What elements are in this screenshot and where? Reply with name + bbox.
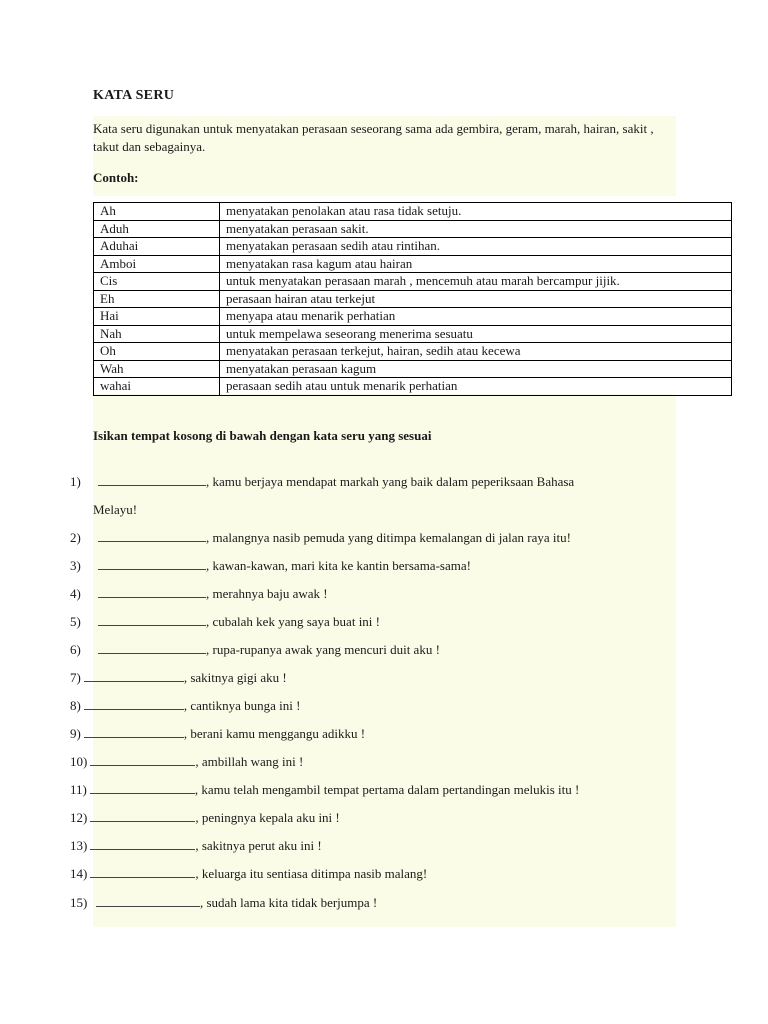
example-word: Hai (94, 308, 220, 326)
question-number: 3) (70, 558, 81, 573)
example-word: Aduh (94, 220, 220, 238)
question-number: 13) (70, 838, 88, 853)
answer-blank[interactable] (98, 474, 206, 486)
table-row (94, 290, 732, 308)
answer-blank[interactable] (98, 530, 206, 542)
question-number: 12) (70, 810, 88, 825)
question-number: 2) (70, 530, 81, 545)
answer-blank[interactable] (98, 558, 206, 570)
question-text: , kawan-kawan, mari kita ke kantin bersama-sama! (206, 558, 471, 573)
question-item (70, 782, 579, 798)
answer-blank[interactable] (90, 838, 195, 850)
table-row (94, 343, 732, 361)
example-word: Wah (94, 360, 220, 378)
question-text: , kamu telah mengambil tempat pertama dalam pertandingan melukis itu ! (194, 782, 580, 797)
question-item (70, 558, 471, 574)
table-row (94, 220, 732, 238)
example-word: Eh (94, 290, 220, 308)
example-meaning: untuk menyatakan perasaan marah , mencemuh atau marah bercampur jijik. (220, 273, 732, 291)
table-row (94, 308, 732, 326)
table-row (94, 273, 732, 291)
answer-blank[interactable] (90, 754, 195, 766)
question-text: , berani kamu menggangu adikku ! (183, 726, 366, 741)
question-text: , kamu berjaya mendapat markah yang baik dalam peperiksaan Bahasa (206, 474, 575, 489)
example-word: Nah (94, 325, 220, 343)
question-item (70, 726, 365, 742)
examples-table (93, 202, 732, 396)
table-row (94, 360, 732, 378)
question-number: 7) (70, 670, 81, 685)
answer-blank[interactable] (96, 895, 200, 907)
answer-blank[interactable] (84, 726, 184, 738)
question-text: , cantiknya bunga ini ! (183, 698, 301, 713)
answer-blank[interactable] (98, 614, 206, 626)
table-row (94, 238, 732, 256)
answer-blank[interactable] (98, 586, 206, 598)
question-number: 8) (70, 698, 81, 713)
example-meaning: menyatakan penolakan atau rasa tidak setuju. (220, 203, 732, 221)
example-meaning: menyatakan perasaan kagum (220, 360, 732, 378)
example-meaning: menyapa atau menarik perhatian (220, 308, 732, 326)
answer-blank[interactable] (90, 810, 195, 822)
example-meaning: perasaan sedih atau untuk menarik perhatian (220, 378, 732, 396)
table-row (94, 378, 732, 396)
question-item (70, 698, 300, 714)
example-word: Ah (94, 203, 220, 221)
example-word: Aduhai (94, 238, 220, 256)
example-word: Amboi (94, 255, 220, 273)
contoh-label: Contoh: (93, 170, 139, 185)
example-word: Oh (94, 343, 220, 361)
example-meaning: menyatakan perasaan sedih atau rintihan. (220, 238, 732, 256)
intro-paragraph: Kata seru digunakan untuk menyatakan perasaan seseorang sama ada gembira, geram, marah, hairan, sakit , takut dan sebagainya. (93, 121, 654, 154)
question-text: , malangnya nasib pemuda yang ditimpa kemalangan di jalan raya itu! (206, 530, 571, 545)
example-meaning: menyatakan rasa kagum atau hairan (220, 255, 732, 273)
question-item (70, 754, 303, 770)
question-number: 6) (70, 642, 81, 657)
question-text: , ambillah wang ini ! (195, 754, 304, 769)
example-meaning: untuk mempelawa seseorang menerima sesuatu (220, 325, 732, 343)
question-text: , cubalah kek yang saya buat ini ! (206, 614, 380, 629)
question-number: 15) (70, 895, 88, 910)
question-item (70, 530, 571, 546)
question-item (70, 614, 380, 630)
question-text: , sudah lama kita tidak berjumpa ! (200, 895, 378, 910)
example-meaning: perasaan hairan atau terkejut (220, 290, 732, 308)
example-meaning: menyatakan perasaan terkejut, hairan, sedih atau kecewa (220, 343, 732, 361)
question-text: , keluarga itu sentiasa ditimpa nasib malang! (195, 866, 428, 881)
table-row (94, 325, 732, 343)
question-text: , sakitnya perut aku ini ! (195, 838, 322, 853)
page-title: KATA SERU (93, 88, 175, 103)
question-item (70, 895, 377, 911)
question-item (70, 586, 328, 602)
question-number: 1) (70, 474, 81, 489)
question-item (70, 642, 440, 658)
question-item (70, 670, 287, 686)
question-item (70, 810, 340, 826)
example-word: Cis (94, 273, 220, 291)
question-number: 4) (70, 586, 81, 601)
question-item (70, 474, 574, 490)
question-number: 14) (70, 866, 88, 881)
question-number: 11) (70, 782, 87, 797)
table-row (94, 255, 732, 273)
question-number: 5) (70, 614, 81, 629)
question-item (70, 838, 322, 854)
table-row (94, 203, 732, 221)
answer-blank[interactable] (90, 782, 195, 794)
answer-blank[interactable] (84, 670, 184, 682)
example-word: wahai (94, 378, 220, 396)
answer-blank[interactable] (90, 866, 195, 878)
instruction-heading: Isikan tempat kosong di bawah dengan kata seru yang sesuai (93, 428, 432, 443)
question-text: , merahnya baju awak ! (206, 586, 328, 601)
example-meaning: menyatakan perasaan sakit. (220, 220, 732, 238)
question-text: , sakitnya gigi aku ! (183, 670, 287, 685)
question-number: 10) (70, 754, 88, 769)
question-text: , rupa-rupanya awak yang mencuri duit aku ! (206, 642, 440, 657)
answer-blank[interactable] (98, 642, 206, 654)
question-number: 9) (70, 726, 81, 741)
question-continuation: Melayu! (93, 502, 138, 517)
question-item (70, 866, 427, 882)
question-text: , peningnya kepala aku ini ! (195, 810, 340, 825)
answer-blank[interactable] (84, 698, 184, 710)
